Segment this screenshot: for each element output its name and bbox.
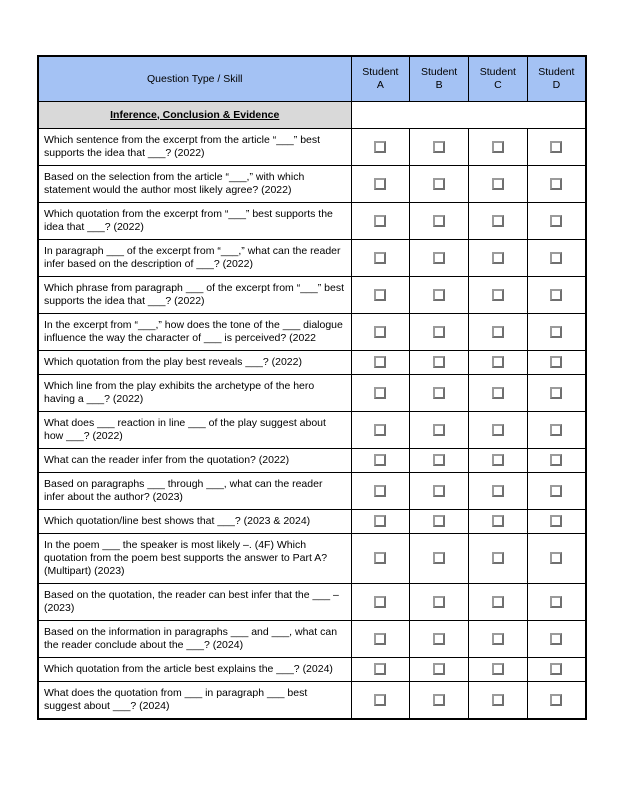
- question-text: Based on the information in paragraphs ___ and ___, what can the reader conclude about the ___? (2024): [38, 621, 351, 658]
- checkbox-cell: [469, 129, 528, 166]
- checkbox-student-c[interactable]: [492, 485, 504, 497]
- checkbox-cell: [527, 584, 586, 621]
- checkbox-student-b[interactable]: [433, 252, 445, 264]
- question-text: Based on the selection from the article “___,” with which statement would the author most likely agree? (2022): [38, 166, 351, 203]
- question-row: [38, 473, 586, 510]
- checkbox-student-b[interactable]: [433, 515, 445, 527]
- checkbox-cell: [351, 584, 410, 621]
- checkbox-student-a[interactable]: [374, 596, 386, 608]
- checkbox-cell: [527, 375, 586, 412]
- checkbox-student-a[interactable]: [374, 387, 386, 399]
- checkbox-cell: [469, 449, 528, 473]
- checkbox-student-a[interactable]: [374, 326, 386, 338]
- checkbox-cell: [469, 584, 528, 621]
- checkbox-cell: [410, 584, 469, 621]
- checkbox-cell: [527, 621, 586, 658]
- question-text: In the poem ___ the speaker is most likely –. (4F) Which quotation from the poem best supports the answer to Part A? (Multipart) (2023): [38, 534, 351, 584]
- checkbox-student-b[interactable]: [433, 485, 445, 497]
- checkbox-student-d[interactable]: [550, 485, 562, 497]
- checkbox-cell: [469, 412, 528, 449]
- question-row: [38, 412, 586, 449]
- checkbox-student-a[interactable]: [374, 485, 386, 497]
- checkbox-student-c[interactable]: [492, 356, 504, 368]
- checkbox-student-c[interactable]: [492, 596, 504, 608]
- checkbox-student-b[interactable]: [433, 552, 445, 564]
- checkbox-student-c[interactable]: [492, 454, 504, 466]
- checkbox-cell: [351, 203, 410, 240]
- checkbox-cell: [410, 682, 469, 720]
- checkbox-cell: [527, 449, 586, 473]
- checkbox-student-a[interactable]: [374, 633, 386, 645]
- checkbox-student-d[interactable]: [550, 252, 562, 264]
- checkbox-cell: [351, 621, 410, 658]
- question-row: [38, 129, 586, 166]
- question-text: Based on paragraphs ___ through ___, what can the reader infer about the author? (2023): [38, 473, 351, 510]
- checkbox-cell: [469, 621, 528, 658]
- question-text: What can the reader infer from the quotation? (2022): [38, 449, 351, 473]
- checkbox-student-a[interactable]: [374, 178, 386, 190]
- section-row: [38, 102, 586, 129]
- checkbox-student-a[interactable]: [374, 141, 386, 153]
- checkbox-cell: [469, 314, 528, 351]
- checkbox-cell: [351, 658, 410, 682]
- question-row: [38, 375, 586, 412]
- checkbox-student-d[interactable]: [550, 596, 562, 608]
- checkbox-student-c[interactable]: [492, 552, 504, 564]
- checkbox-cell: [410, 277, 469, 314]
- checkbox-cell: [410, 240, 469, 277]
- checkbox-cell: [527, 534, 586, 584]
- checkbox-student-c[interactable]: [492, 252, 504, 264]
- checkbox-cell: [351, 449, 410, 473]
- checkbox-cell: [527, 473, 586, 510]
- question-row: [38, 203, 586, 240]
- question-row: [38, 682, 586, 720]
- checkbox-cell: [469, 351, 528, 375]
- checkbox-student-c[interactable]: [492, 387, 504, 399]
- checkbox-cell: [469, 203, 528, 240]
- question-text: In the excerpt from “___,” how does the tone of the ___ dialogue influence the way the character of ___ is perceived? (2022: [38, 314, 351, 351]
- checkbox-student-d[interactable]: [550, 552, 562, 564]
- student-b-header-letter: B: [435, 79, 443, 91]
- checkbox-cell: [410, 351, 469, 375]
- checkbox-cell: [351, 314, 410, 351]
- student-d-header: [527, 56, 586, 102]
- checkbox-cell: [527, 277, 586, 314]
- checkbox-cell: [351, 166, 410, 203]
- checkbox-cell: [469, 473, 528, 510]
- checkbox-cell: [351, 510, 410, 534]
- checkbox-cell: [527, 658, 586, 682]
- checkbox-student-c[interactable]: [492, 515, 504, 527]
- checkbox-cell: [469, 682, 528, 720]
- checkbox-student-d[interactable]: [550, 215, 562, 227]
- checkbox-cell: [351, 412, 410, 449]
- checkbox-cell: [469, 166, 528, 203]
- checkbox-student-a[interactable]: [374, 215, 386, 227]
- checkbox-student-c[interactable]: [492, 141, 504, 153]
- question-text: Which phrase from paragraph ___ of the excerpt from “___” best supports the idea that ___? (2022): [38, 277, 351, 314]
- checkbox-cell: [469, 534, 528, 584]
- checkbox-student-b[interactable]: [433, 289, 445, 301]
- student-a-header-letter: A: [376, 79, 384, 91]
- checkbox-cell: [469, 277, 528, 314]
- checkbox-student-d[interactable]: [550, 387, 562, 399]
- checkbox-cell: [527, 240, 586, 277]
- checkbox-cell: [410, 129, 469, 166]
- checkbox-student-a[interactable]: [374, 454, 386, 466]
- question-text: Which quotation from the article best explains the ___? (2024): [38, 658, 351, 682]
- question-text: Which line from the play exhibits the archetype of the hero having a ___? (2022): [38, 375, 351, 412]
- question-row: [38, 621, 586, 658]
- student-b-header-word: Student: [421, 66, 458, 78]
- checkbox-student-d[interactable]: [550, 515, 562, 527]
- checkbox-student-b[interactable]: [433, 387, 445, 399]
- checkbox-student-b[interactable]: [433, 633, 445, 645]
- checkbox-student-c[interactable]: [492, 326, 504, 338]
- checkbox-student-c[interactable]: [492, 178, 504, 190]
- student-a-header-word: Student: [362, 66, 399, 78]
- question-row: [38, 314, 586, 351]
- question-text: What does the quotation from ___ in paragraph ___ best suggest about ___? (2024): [38, 682, 351, 720]
- checkbox-cell: [351, 351, 410, 375]
- checkbox-cell: [410, 412, 469, 449]
- header-row: [38, 56, 586, 102]
- checkbox-student-d[interactable]: [550, 454, 562, 466]
- checkbox-cell: [351, 682, 410, 720]
- question-row: [38, 351, 586, 375]
- checkbox-student-b[interactable]: [433, 454, 445, 466]
- checkbox-cell: [351, 240, 410, 277]
- checkbox-student-d[interactable]: [550, 356, 562, 368]
- checkbox-cell: [527, 129, 586, 166]
- question-row: [38, 510, 586, 534]
- checkbox-cell: [351, 277, 410, 314]
- checkbox-student-a[interactable]: [374, 552, 386, 564]
- question-skill-table: [37, 55, 587, 720]
- question-text: Which sentence from the excerpt from the article “___” best supports the idea that ___? (2022): [38, 129, 351, 166]
- question-row: [38, 449, 586, 473]
- checkbox-student-d[interactable]: [550, 424, 562, 436]
- checkbox-cell: [410, 314, 469, 351]
- checkbox-student-b[interactable]: [433, 356, 445, 368]
- checkbox-student-d[interactable]: [550, 178, 562, 190]
- checkbox-cell: [527, 510, 586, 534]
- student-c-header-word: Student: [479, 66, 516, 78]
- checkbox-student-a[interactable]: [374, 424, 386, 436]
- checkbox-student-d[interactable]: [550, 663, 562, 675]
- checkbox-student-a[interactable]: [374, 515, 386, 527]
- question-text: Which quotation from the excerpt from “___” best supports the idea that ___? (2022): [38, 203, 351, 240]
- checkbox-cell: [410, 473, 469, 510]
- question-row: [38, 658, 586, 682]
- question-type-skill-header: Question Type / Skill: [38, 56, 351, 102]
- question-row: [38, 277, 586, 314]
- checkbox-cell: [410, 658, 469, 682]
- question-text: Which quotation/line best shows that ___? (2023 & 2024): [38, 510, 351, 534]
- question-text: Based on the quotation, the reader can best infer that the ___ – (2023): [38, 584, 351, 621]
- checkbox-cell: [410, 449, 469, 473]
- checkbox-student-b[interactable]: [433, 663, 445, 675]
- question-text: What does ___ reaction in line ___ of the play suggest about how ___? (2022): [38, 412, 351, 449]
- checkbox-student-a[interactable]: [374, 289, 386, 301]
- checkbox-student-d[interactable]: [550, 289, 562, 301]
- checkbox-cell: [410, 510, 469, 534]
- checkbox-student-d[interactable]: [550, 694, 562, 706]
- checkbox-cell: [410, 166, 469, 203]
- checkbox-student-a[interactable]: [374, 252, 386, 264]
- checkbox-student-b[interactable]: [433, 141, 445, 153]
- checkbox-student-c[interactable]: [492, 633, 504, 645]
- checkbox-student-c[interactable]: [492, 424, 504, 436]
- checkbox-student-b[interactable]: [433, 326, 445, 338]
- section-title: Inference, Conclusion & Evidence: [38, 102, 351, 129]
- checkbox-cell: [527, 166, 586, 203]
- checkbox-cell: [410, 621, 469, 658]
- question-row: [38, 166, 586, 203]
- section-row-spacer: [351, 102, 586, 129]
- checkbox-cell: [410, 375, 469, 412]
- question-row: [38, 584, 586, 621]
- checkbox-student-a[interactable]: [374, 694, 386, 706]
- checkbox-student-b[interactable]: [433, 596, 445, 608]
- checkbox-cell: [527, 351, 586, 375]
- checkbox-cell: [351, 473, 410, 510]
- checkbox-student-b[interactable]: [433, 178, 445, 190]
- student-c-header: [469, 56, 528, 102]
- checkbox-student-c[interactable]: [492, 289, 504, 301]
- checkbox-cell: [351, 129, 410, 166]
- checkbox-student-b[interactable]: [433, 215, 445, 227]
- checkbox-student-d[interactable]: [550, 141, 562, 153]
- checkbox-student-a[interactable]: [374, 663, 386, 675]
- checkbox-cell: [469, 658, 528, 682]
- checkbox-cell: [410, 534, 469, 584]
- student-d-header-word: Student: [538, 66, 575, 78]
- checkbox-student-d[interactable]: [550, 633, 562, 645]
- checkbox-student-b[interactable]: [433, 694, 445, 706]
- student-d-header-letter: D: [552, 79, 561, 91]
- checkbox-cell: [469, 240, 528, 277]
- checkbox-cell: [351, 375, 410, 412]
- student-a-header: [351, 56, 410, 102]
- checkbox-student-d[interactable]: [550, 326, 562, 338]
- checkbox-cell: [527, 412, 586, 449]
- checkbox-student-c[interactable]: [492, 215, 504, 227]
- question-row: [38, 534, 586, 584]
- checkbox-cell: [527, 682, 586, 720]
- checkbox-student-c[interactable]: [492, 694, 504, 706]
- question-text: In paragraph ___ of the excerpt from “___,” what can the reader infer based on the description of ___? (2022): [38, 240, 351, 277]
- checkbox-cell: [469, 510, 528, 534]
- checkbox-cell: [410, 203, 469, 240]
- checkbox-student-c[interactable]: [492, 663, 504, 675]
- question-text: Which quotation from the play best reveals ___? (2022): [38, 351, 351, 375]
- checkbox-cell: [469, 375, 528, 412]
- checkbox-student-a[interactable]: [374, 356, 386, 368]
- student-b-header: [410, 56, 469, 102]
- student-c-header-letter: C: [494, 79, 502, 91]
- checkbox-cell: [527, 314, 586, 351]
- checkbox-student-b[interactable]: [433, 424, 445, 436]
- checkbox-cell: [351, 534, 410, 584]
- checkbox-cell: [527, 203, 586, 240]
- question-row: [38, 240, 586, 277]
